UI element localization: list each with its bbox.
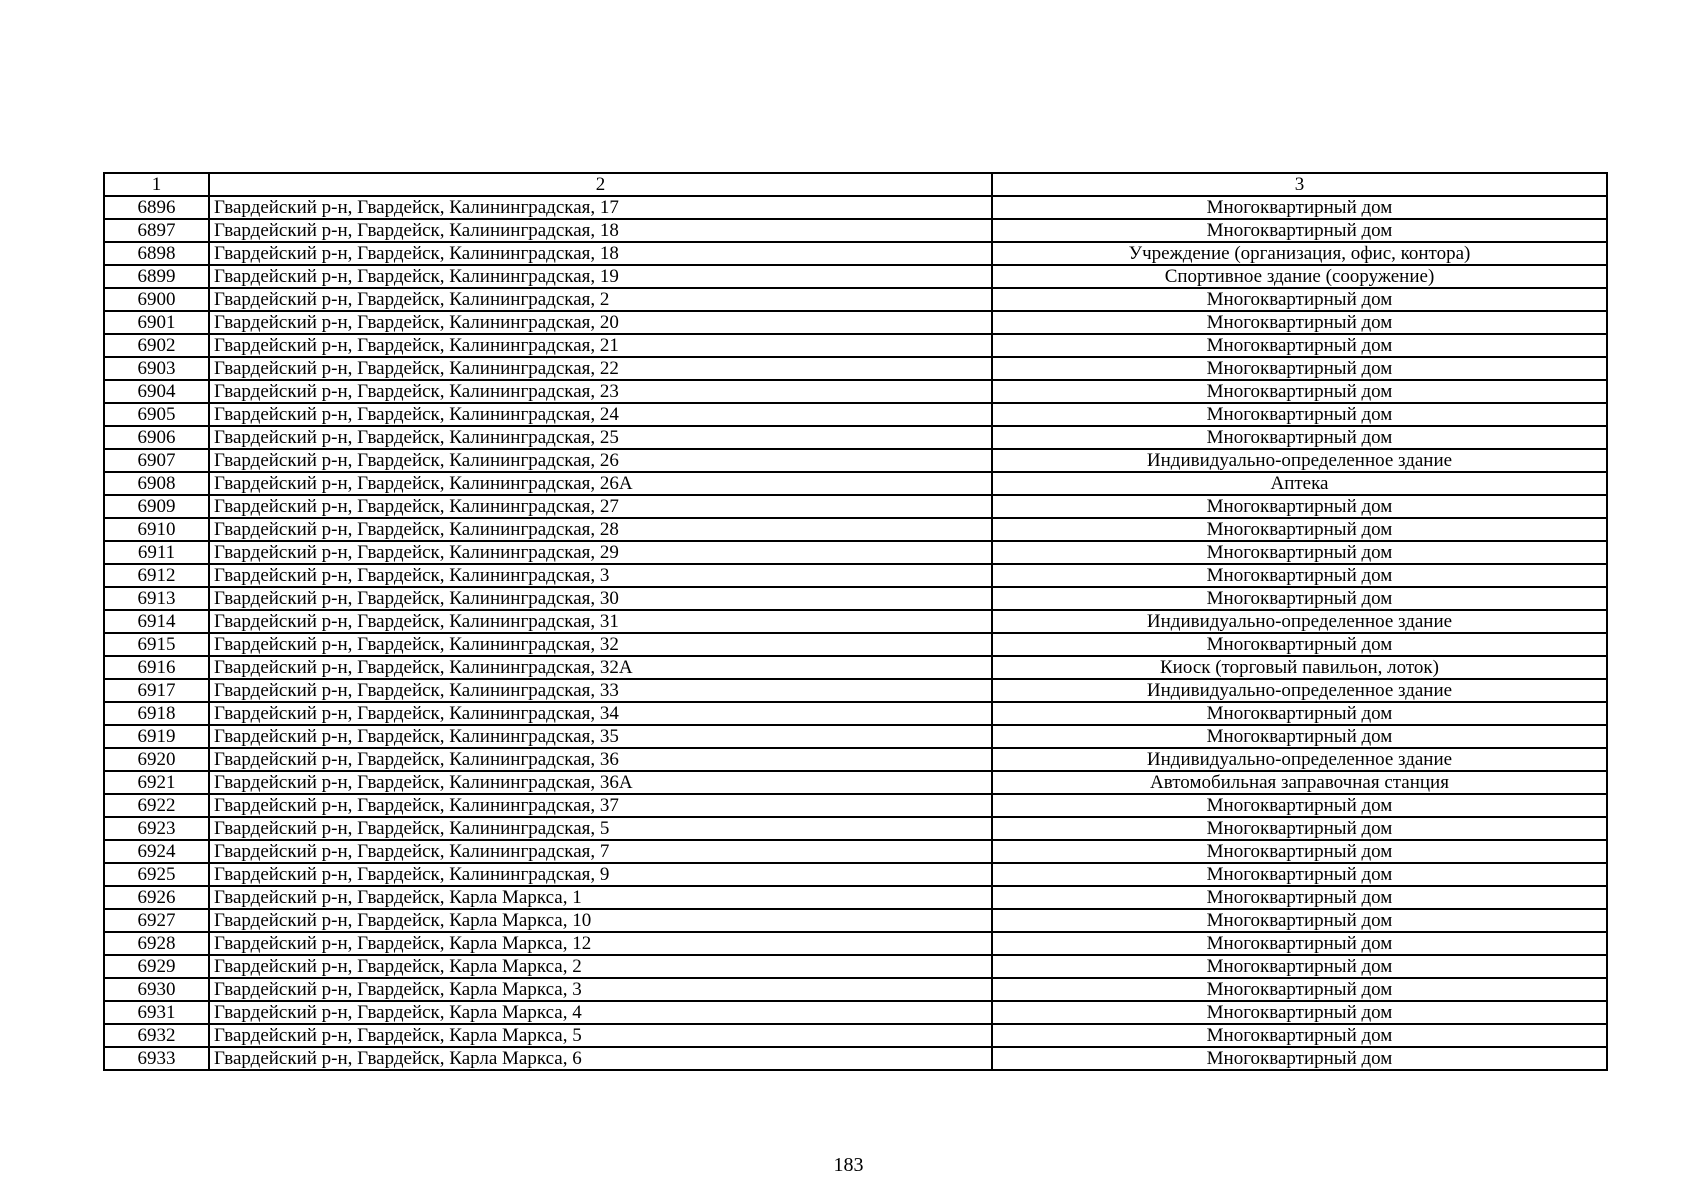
table-row <box>104 909 1607 932</box>
table-row <box>104 817 1607 840</box>
row-address: Гвардейский р-н, Гвардейск, Калининградская, 23 <box>209 380 992 403</box>
row-object-type: Многоквартирный дом <box>992 380 1607 403</box>
table-row <box>104 541 1607 564</box>
row-address: Гвардейский р-н, Гвардейск, Карла Маркса, 12 <box>209 932 992 955</box>
row-address: Гвардейский р-н, Гвардейск, Калининградская, 3 <box>209 564 992 587</box>
row-object-type: Многоквартирный дом <box>992 311 1607 334</box>
table-row <box>104 426 1607 449</box>
table-row <box>104 288 1607 311</box>
row-object-type: Многоквартирный дом <box>992 702 1607 725</box>
table-row <box>104 472 1607 495</box>
row-number: 6926 <box>104 886 209 909</box>
table-row <box>104 1047 1607 1070</box>
row-object-type: Многоквартирный дом <box>992 725 1607 748</box>
row-number: 6921 <box>104 771 209 794</box>
row-number: 6912 <box>104 564 209 587</box>
table-row <box>104 1001 1607 1024</box>
row-number: 6917 <box>104 679 209 702</box>
row-number: 6899 <box>104 265 209 288</box>
row-number: 6908 <box>104 472 209 495</box>
table-row <box>104 403 1607 426</box>
row-number: 6929 <box>104 955 209 978</box>
row-object-type: Индивидуально-определенное здание <box>992 679 1607 702</box>
row-object-type: Индивидуально-определенное здание <box>992 449 1607 472</box>
row-object-type: Индивидуально-определенное здание <box>992 610 1607 633</box>
row-address: Гвардейский р-н, Гвардейск, Калининградская, 9 <box>209 863 992 886</box>
row-address: Гвардейский р-н, Гвардейск, Калининградская, 20 <box>209 311 992 334</box>
row-address: Гвардейский р-н, Гвардейск, Карла Маркса, 5 <box>209 1024 992 1047</box>
row-object-type: Многоквартирный дом <box>992 518 1607 541</box>
row-object-type: Многоквартирный дом <box>992 334 1607 357</box>
row-number: 6928 <box>104 932 209 955</box>
table-row <box>104 748 1607 771</box>
table-row <box>104 863 1607 886</box>
row-number: 6932 <box>104 1024 209 1047</box>
table-row <box>104 495 1607 518</box>
row-address: Гвардейский р-н, Гвардейск, Карла Маркса, 10 <box>209 909 992 932</box>
row-address: Гвардейский р-н, Гвардейск, Калининградская, 31 <box>209 610 992 633</box>
table-row <box>104 702 1607 725</box>
row-number: 6920 <box>104 748 209 771</box>
row-object-type: Спортивное здание (сооружение) <box>992 265 1607 288</box>
row-address: Гвардейский р-н, Гвардейск, Калининградская, 36 <box>209 748 992 771</box>
row-number: 6925 <box>104 863 209 886</box>
row-number: 6907 <box>104 449 209 472</box>
table-row <box>104 932 1607 955</box>
row-number: 6910 <box>104 518 209 541</box>
row-address: Гвардейский р-н, Гвардейск, Калининградская, 25 <box>209 426 992 449</box>
row-object-type: Многоквартирный дом <box>992 840 1607 863</box>
row-number: 6911 <box>104 541 209 564</box>
row-address: Гвардейский р-н, Гвардейск, Калининградская, 26А <box>209 472 992 495</box>
page-number: 183 <box>833 1154 864 1176</box>
row-object-type: Многоквартирный дом <box>992 978 1607 1001</box>
table-row <box>104 886 1607 909</box>
table-row <box>104 242 1607 265</box>
row-address: Гвардейский р-н, Гвардейск, Карла Маркса, 3 <box>209 978 992 1001</box>
row-address: Гвардейский р-н, Гвардейск, Калининградская, 36А <box>209 771 992 794</box>
row-address: Гвардейский р-н, Гвардейск, Калининградская, 19 <box>209 265 992 288</box>
row-address: Гвардейский р-н, Гвардейск, Калининградская, 22 <box>209 357 992 380</box>
row-address: Гвардейский р-н, Гвардейск, Калининградская, 34 <box>209 702 992 725</box>
table-row <box>104 311 1607 334</box>
header-row <box>104 173 1607 196</box>
row-number: 6919 <box>104 725 209 748</box>
row-address: Гвардейский р-н, Гвардейск, Калининградская, 18 <box>209 242 992 265</box>
table-header <box>104 173 1607 196</box>
row-address: Гвардейский р-н, Гвардейск, Калининградская, 24 <box>209 403 992 426</box>
row-object-type: Многоквартирный дом <box>992 288 1607 311</box>
row-number: 6916 <box>104 656 209 679</box>
row-address: Гвардейский р-н, Гвардейск, Калининградская, 29 <box>209 541 992 564</box>
table-row <box>104 978 1607 1001</box>
table-row <box>104 334 1607 357</box>
header-col-1: 1 <box>104 173 209 196</box>
row-object-type: Многоквартирный дом <box>992 1001 1607 1024</box>
row-number: 6918 <box>104 702 209 725</box>
row-number: 6923 <box>104 817 209 840</box>
row-number: 6927 <box>104 909 209 932</box>
row-object-type: Аптека <box>992 472 1607 495</box>
row-number: 6915 <box>104 633 209 656</box>
table-row <box>104 725 1607 748</box>
row-address: Гвардейский р-н, Гвардейск, Калининградская, 5 <box>209 817 992 840</box>
row-object-type: Учреждение (организация, офис, контора) <box>992 242 1607 265</box>
table-row <box>104 380 1607 403</box>
table-row <box>104 265 1607 288</box>
row-number: 6902 <box>104 334 209 357</box>
row-number: 6898 <box>104 242 209 265</box>
row-object-type: Многоквартирный дом <box>992 564 1607 587</box>
row-address: Гвардейский р-н, Гвардейск, Карла Маркса, 1 <box>209 886 992 909</box>
row-object-type: Киоск (торговый павильон, лоток) <box>992 656 1607 679</box>
table-row <box>104 610 1607 633</box>
row-address: Гвардейский р-н, Гвардейск, Калининградская, 17 <box>209 196 992 219</box>
row-number: 6903 <box>104 357 209 380</box>
row-object-type: Многоквартирный дом <box>992 886 1607 909</box>
row-object-type: Многоквартирный дом <box>992 1047 1607 1070</box>
row-object-type: Многоквартирный дом <box>992 196 1607 219</box>
row-address: Гвардейский р-н, Гвардейск, Калининградская, 28 <box>209 518 992 541</box>
row-object-type: Индивидуально-определенное здание <box>992 748 1607 771</box>
row-object-type: Многоквартирный дом <box>992 587 1607 610</box>
row-number: 6914 <box>104 610 209 633</box>
row-address: Гвардейский р-н, Гвардейск, Калининградская, 7 <box>209 840 992 863</box>
row-address: Гвардейский р-н, Гвардейск, Калининградская, 33 <box>209 679 992 702</box>
row-object-type: Многоквартирный дом <box>992 403 1607 426</box>
row-object-type: Многоквартирный дом <box>992 541 1607 564</box>
row-number: 6896 <box>104 196 209 219</box>
row-object-type: Многоквартирный дом <box>992 357 1607 380</box>
registry-table <box>103 172 1608 1071</box>
row-object-type: Многоквартирный дом <box>992 932 1607 955</box>
row-address: Гвардейский р-н, Гвардейск, Калининградская, 18 <box>209 219 992 242</box>
row-object-type: Многоквартирный дом <box>992 1024 1607 1047</box>
table-row <box>104 219 1607 242</box>
row-address: Гвардейский р-н, Гвардейск, Калининградская, 32 <box>209 633 992 656</box>
row-address: Гвардейский р-н, Гвардейск, Калининградская, 37 <box>209 794 992 817</box>
table-row <box>104 679 1607 702</box>
row-number: 6909 <box>104 495 209 518</box>
row-number: 6905 <box>104 403 209 426</box>
row-number: 6933 <box>104 1047 209 1070</box>
row-object-type: Многоквартирный дом <box>992 955 1607 978</box>
row-number: 6900 <box>104 288 209 311</box>
row-address: Гвардейский р-н, Гвардейск, Калининградская, 35 <box>209 725 992 748</box>
row-address: Гвардейский р-н, Гвардейск, Калининградская, 30 <box>209 587 992 610</box>
row-number: 6897 <box>104 219 209 242</box>
table-row <box>104 357 1607 380</box>
row-object-type: Многоквартирный дом <box>992 633 1607 656</box>
table-row <box>104 955 1607 978</box>
row-object-type: Автомобильная заправочная станция <box>992 771 1607 794</box>
table-row <box>104 771 1607 794</box>
row-number: 6904 <box>104 380 209 403</box>
table-row <box>104 518 1607 541</box>
table-row <box>104 196 1607 219</box>
row-address: Гвардейский р-н, Гвардейск, Калининградская, 21 <box>209 334 992 357</box>
row-number: 6931 <box>104 1001 209 1024</box>
row-object-type: Многоквартирный дом <box>992 909 1607 932</box>
table-row <box>104 564 1607 587</box>
row-address: Гвардейский р-н, Гвардейск, Карла Маркса, 2 <box>209 955 992 978</box>
row-number: 6922 <box>104 794 209 817</box>
row-object-type: Многоквартирный дом <box>992 219 1607 242</box>
table-row <box>104 794 1607 817</box>
row-object-type: Многоквартирный дом <box>992 863 1607 886</box>
header-col-2: 2 <box>209 173 992 196</box>
row-number: 6930 <box>104 978 209 1001</box>
header-col-3: 3 <box>992 173 1607 196</box>
row-number: 6901 <box>104 311 209 334</box>
table-row <box>104 449 1607 472</box>
row-address: Гвардейский р-н, Гвардейск, Карла Маркса, 6 <box>209 1047 992 1070</box>
row-number: 6924 <box>104 840 209 863</box>
table-row <box>104 633 1607 656</box>
row-address: Гвардейский р-н, Гвардейск, Калининградская, 2 <box>209 288 992 311</box>
table-row <box>104 587 1607 610</box>
table-row <box>104 656 1607 679</box>
row-address: Гвардейский р-н, Гвардейск, Калининградская, 27 <box>209 495 992 518</box>
row-object-type: Многоквартирный дом <box>992 426 1607 449</box>
row-address: Гвардейский р-н, Гвардейск, Карла Маркса, 4 <box>209 1001 992 1024</box>
table-row <box>104 1024 1607 1047</box>
row-address: Гвардейский р-н, Гвардейск, Калининградская, 26 <box>209 449 992 472</box>
row-object-type: Многоквартирный дом <box>992 794 1607 817</box>
row-object-type: Многоквартирный дом <box>992 495 1607 518</box>
row-number: 6913 <box>104 587 209 610</box>
row-object-type: Многоквартирный дом <box>992 817 1607 840</box>
row-number: 6906 <box>104 426 209 449</box>
table-row <box>104 840 1607 863</box>
table-body <box>104 196 1607 1070</box>
row-address: Гвардейский р-н, Гвардейск, Калининградская, 32А <box>209 656 992 679</box>
